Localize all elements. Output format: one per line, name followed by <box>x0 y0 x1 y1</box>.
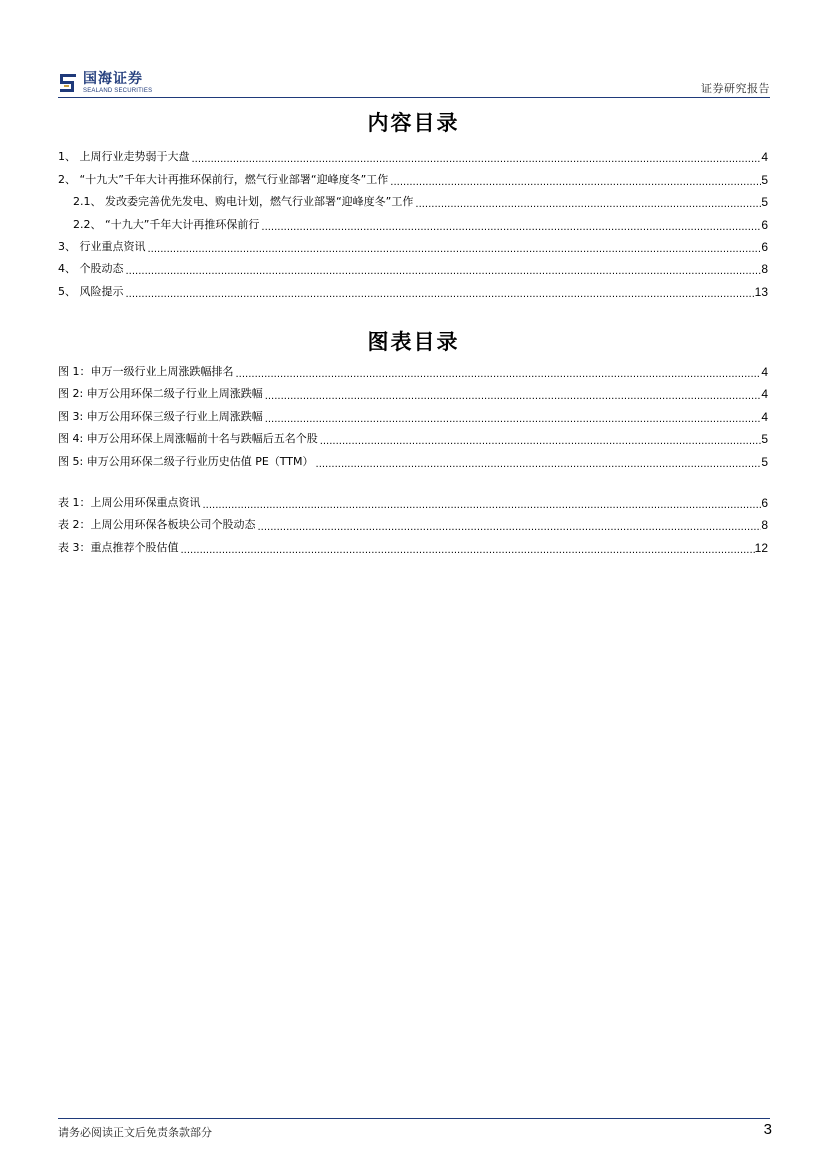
toc-entry-label: 1、 上周行业走势弱于大盘 <box>58 150 190 164</box>
toc-entry-page: 5 <box>761 195 768 210</box>
table-entry[interactable] <box>58 510 768 533</box>
disclaimer-note: 请务必阅读正文后免责条款部分 <box>58 1126 212 1139</box>
toc-leader-dots <box>261 220 761 232</box>
toc-leader-dots <box>265 389 762 401</box>
toc-leader-dots <box>181 543 755 555</box>
toc-leader-dots <box>236 367 762 379</box>
toc-subentry[interactable] <box>58 209 768 231</box>
header-divider <box>58 97 770 98</box>
figure-entry-label: 图 4: 申万公用环保上周涨幅前十名与跌幅后五名个股 <box>58 432 318 446</box>
contents-list <box>58 142 768 299</box>
toc-leader-dots <box>126 264 762 276</box>
table-entry[interactable] <box>58 532 768 555</box>
page-header <box>58 68 770 98</box>
table-entry-label: 表 1：上周公用环保重点资讯 <box>58 495 201 509</box>
toc-entry-label: 2.2、 “十九大”千年大计再推环保前行 <box>73 217 260 231</box>
contents-title: 内容目录 <box>367 110 460 135</box>
figure-entry-page: 4 <box>761 387 768 402</box>
figure-entry-label: 图 5: 申万公用环保二级子行业历史估值 PE（TTM） <box>58 454 314 468</box>
table-entry-label: 表 2：上周公用环保各板块公司个股动态 <box>58 518 256 532</box>
toc-leader-dots <box>390 175 761 187</box>
toc-entry-label: 2、 “十九大”千年大计再推环保前行，燃气行业部署“迎峰度冬”工作 <box>58 172 389 186</box>
figure-entry[interactable] <box>58 424 768 447</box>
logo-english-name: SEALAND SECURITIES <box>83 88 153 94</box>
figure-entry[interactable] <box>58 401 768 424</box>
toc-entry[interactable] <box>58 276 768 298</box>
table-entry-page: 8 <box>761 518 768 533</box>
figure-entry[interactable] <box>58 379 768 402</box>
figure-entry[interactable] <box>58 446 768 469</box>
toc-entry-page: 13 <box>754 284 768 299</box>
table-entry-page: 6 <box>761 495 768 510</box>
toc-entry-page: 6 <box>761 217 768 232</box>
figure-entry-label: 图 1：申万一级行业上周涨跌幅排名 <box>58 364 234 378</box>
figures-list <box>58 356 768 469</box>
table-entry-label: 表 3：重点推荐个股估值 <box>58 540 179 554</box>
toc-leader-dots <box>316 457 762 469</box>
toc-leader-dots <box>148 242 762 254</box>
logo-chinese-name: 国海证券 <box>83 71 143 87</box>
toc-entry-label: 4、 个股动态 <box>58 262 124 276</box>
page-number: 3 <box>763 1121 772 1138</box>
figure-entry-label: 图 2: 申万公用环保二级子行业上周涨跌幅 <box>58 387 263 401</box>
figure-entry-label: 图 3: 申万公用环保三级子行业上周涨跌幅 <box>58 409 263 423</box>
toc-leader-dots <box>126 287 755 299</box>
toc-leader-dots <box>258 520 762 532</box>
toc-entry-page: 8 <box>761 262 768 277</box>
sealand-logo-icon <box>58 72 78 94</box>
toc-entry-page: 4 <box>761 150 768 165</box>
toc-leader-dots <box>192 152 762 164</box>
toc-leader-dots <box>203 498 762 510</box>
toc-entry-label: 2.1、 发改委完善优先发电、购电计划，燃气行业部署“迎峰度冬”工作 <box>73 195 414 209</box>
toc-entry[interactable] <box>58 254 768 276</box>
table-entry-page: 12 <box>754 540 768 555</box>
toc-entry[interactable] <box>58 142 768 164</box>
toc-leader-dots <box>320 434 762 446</box>
report-type-label: 证券研究报告 <box>701 82 770 95</box>
figure-entry-page: 5 <box>761 432 768 447</box>
toc-subentry[interactable] <box>58 187 768 209</box>
toc-entry[interactable] <box>58 164 768 186</box>
company-logo <box>58 72 152 95</box>
toc-entry-page: 5 <box>761 172 768 187</box>
toc-entry-label: 5、 风险提示 <box>58 284 124 298</box>
figure-entry-page: 4 <box>761 409 768 424</box>
table-entry[interactable] <box>58 487 768 510</box>
tables-list <box>58 487 768 555</box>
toc-entry-label: 3、 行业重点资讯 <box>58 239 146 253</box>
toc-leader-dots <box>265 412 762 424</box>
toc-entry[interactable] <box>58 232 768 254</box>
toc-leader-dots <box>415 197 761 209</box>
figure-entry-page: 4 <box>761 364 768 379</box>
toc-entry-page: 6 <box>761 239 768 254</box>
footer-divider <box>58 1118 770 1119</box>
figure-entry-page: 5 <box>761 454 768 469</box>
figures-title: 图表目录 <box>367 329 460 354</box>
figure-entry[interactable] <box>58 356 768 379</box>
